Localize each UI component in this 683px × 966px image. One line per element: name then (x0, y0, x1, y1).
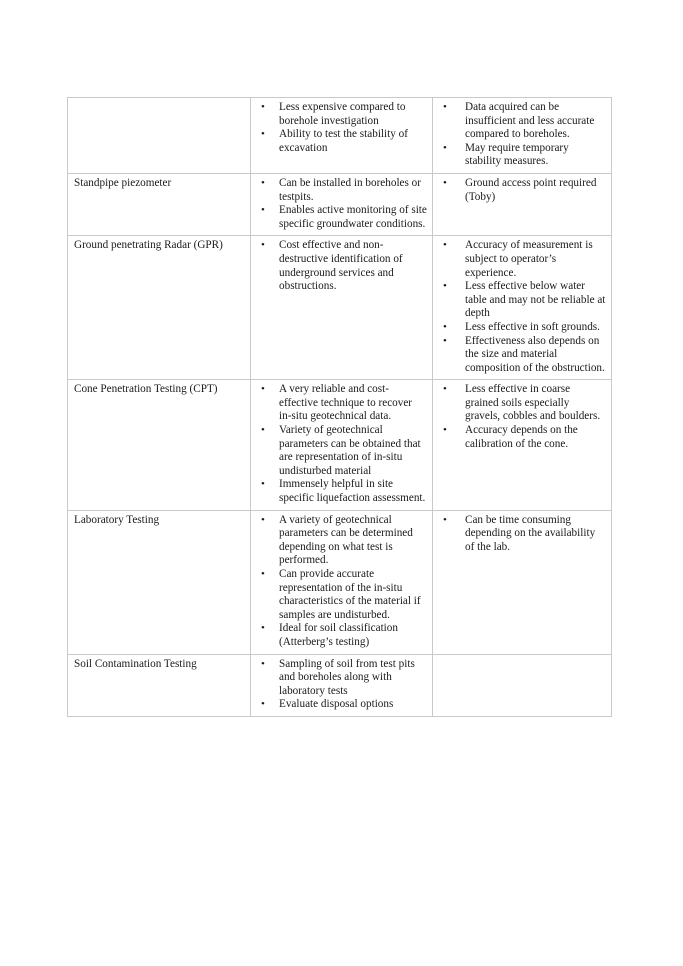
advantages-cell (251, 98, 433, 174)
list-item: • Less effective in coarse grained soils especially gravels, cobbles and boulders. (439, 383, 606, 424)
list-item: • Less effective below water table and may not be reliable at depth (439, 280, 606, 321)
disadvantages-cell (433, 654, 612, 716)
list-item: • Variety of geotechnical parameters can be obtained that are representation of in-situ undisturbed material (257, 424, 427, 478)
disadvantages-list (439, 239, 606, 375)
list-item: • Accuracy depends on the calibration of the cone. (439, 424, 606, 451)
method-cell (68, 510, 251, 654)
table-row (68, 236, 612, 380)
method-name: Standpipe piezometer (74, 176, 172, 189)
investigation-methods-table (67, 97, 612, 717)
method-cell (68, 98, 251, 174)
list-item: • Enables active monitoring of site specific groundwater conditions. (257, 204, 427, 231)
table-row (68, 654, 612, 716)
advantages-cell (251, 654, 433, 716)
advantages-list (257, 514, 427, 650)
table-row (68, 173, 612, 235)
advantages-cell (251, 236, 433, 380)
disadvantages-list (439, 177, 606, 204)
list-item: • Accuracy of measurement is subject to operator’s experience. (439, 239, 606, 280)
list-item: • Ideal for soil classification (Atterberg’s testing) (257, 622, 427, 649)
list-item: • A variety of geotechnical parameters can be determined depending on what test is performed. (257, 514, 427, 568)
list-item: • Can be time consuming depending on the availability of the lab. (439, 514, 606, 555)
advantages-cell (251, 510, 433, 654)
advantages-list (257, 177, 427, 231)
method-name: Cone Penetration Testing (CPT) (74, 383, 218, 396)
list-item: • Immensely helpful in site specific liquefaction assessment. (257, 478, 427, 505)
table-row (68, 380, 612, 510)
method-name: Ground penetrating Radar (GPR) (74, 239, 223, 252)
disadvantages-cell (433, 236, 612, 380)
method-cell (68, 236, 251, 380)
list-item: • Can be installed in boreholes or testpits. (257, 177, 427, 204)
list-item: • Cost effective and non-destructive identification of underground services and obstructions. (257, 239, 427, 293)
method-cell (68, 654, 251, 716)
advantages-list (257, 383, 427, 505)
method-name: Laboratory Testing (74, 513, 160, 526)
disadvantages-list (439, 514, 606, 555)
method-name: Soil Contamination Testing (74, 657, 197, 670)
list-item: • Evaluate disposal options (257, 698, 427, 712)
advantages-cell (251, 380, 433, 510)
list-item: • Effectiveness also depends on the size and material composition of the obstruction. (439, 335, 606, 376)
advantages-list (257, 239, 427, 293)
table-row (68, 98, 612, 174)
list-item: • Ground access point required (Toby) (439, 177, 606, 204)
disadvantages-cell (433, 98, 612, 174)
disadvantages-list (439, 101, 606, 169)
disadvantages-list (439, 383, 606, 451)
list-item: • Less effective in soft grounds. (439, 321, 606, 335)
disadvantages-cell (433, 380, 612, 510)
method-cell (68, 173, 251, 235)
list-item: • Data acquired can be insufficient and less accurate compared to boreholes. (439, 101, 606, 142)
list-item: • A very reliable and cost-effective technique to recover in-situ geotechnical data. (257, 383, 427, 424)
list-item: • Sampling of soil from test pits and boreholes along with laboratory tests (257, 658, 427, 699)
list-item: • May require temporary stability measures. (439, 142, 606, 169)
list-item: • Ability to test the stability of excavation (257, 128, 427, 155)
advantages-list (257, 101, 427, 155)
advantages-cell (251, 173, 433, 235)
list-item: • Less expensive compared to borehole investigation (257, 101, 427, 128)
method-cell (68, 380, 251, 510)
list-item: • Can provide accurate representation of the in-situ characteristics of the material if samples are undisturbed. (257, 568, 427, 622)
disadvantages-cell (433, 510, 612, 654)
advantages-list (257, 658, 427, 712)
table-row (68, 510, 612, 654)
disadvantages-cell (433, 173, 612, 235)
